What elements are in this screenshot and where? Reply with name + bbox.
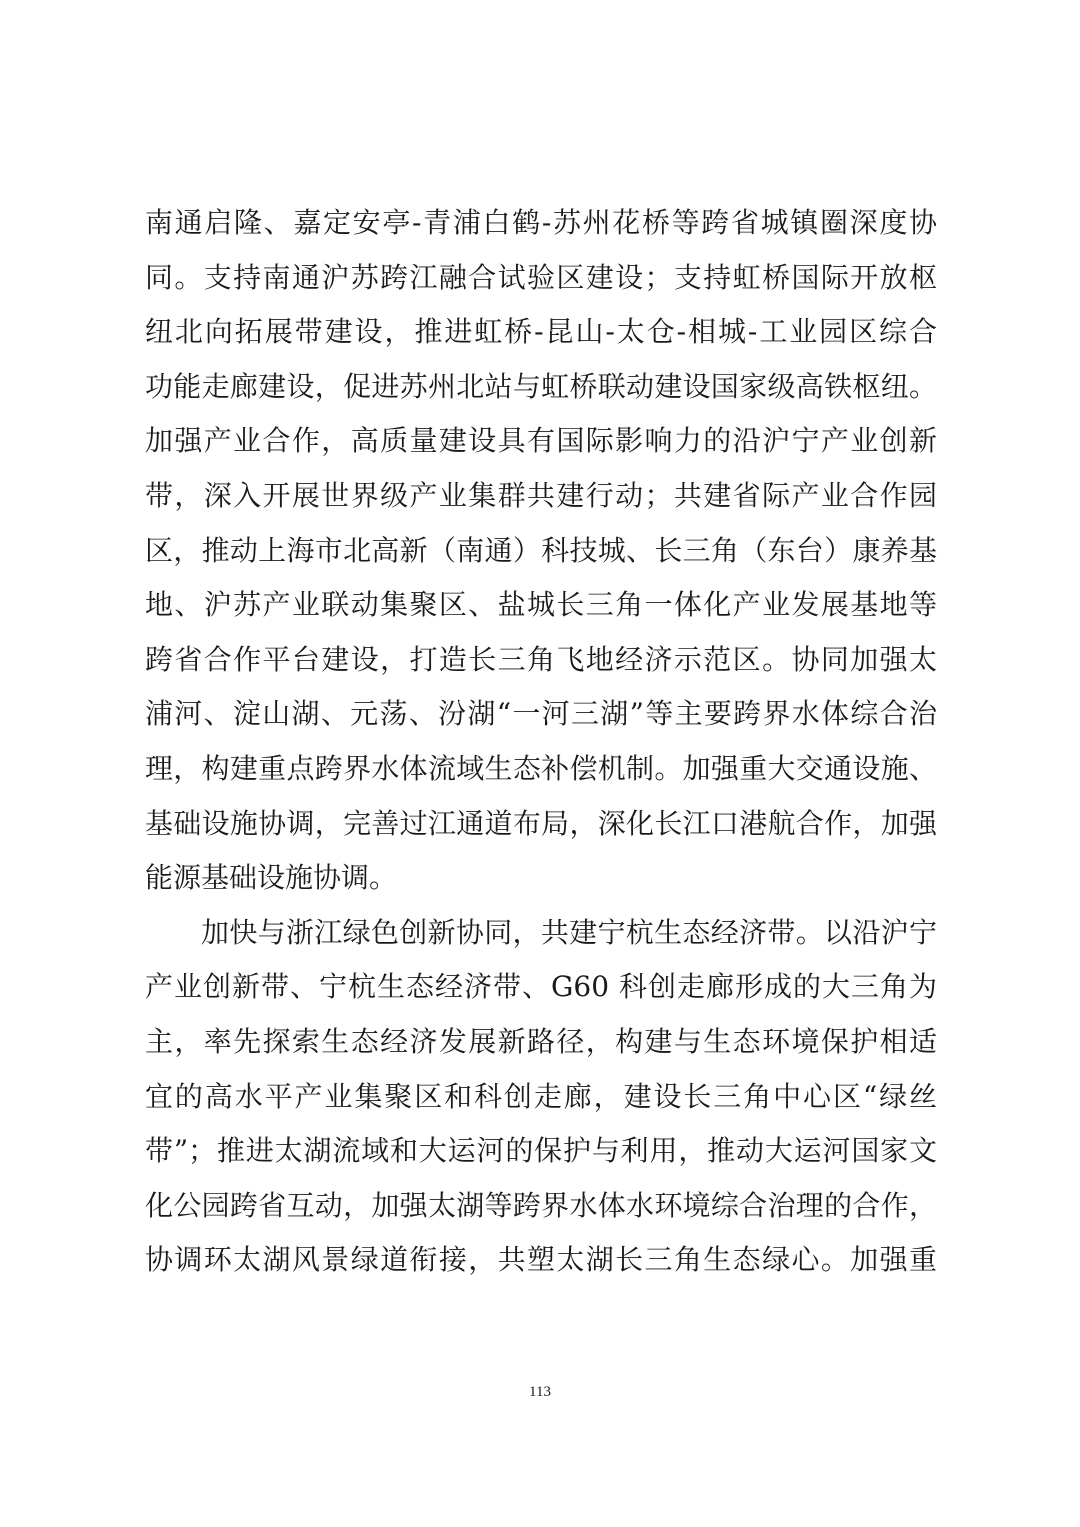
body-text <box>145 196 937 1288</box>
text-line: 加强产业合作，高质量建设具有国际影响力的沿沪宁产业创新 <box>145 424 937 458</box>
paragraph-2 <box>145 906 937 1288</box>
page-number: 113 <box>529 1384 551 1400</box>
text-line: 功能走廊建设，促进苏州北站与虹桥联动建设国家级高铁枢纽。 <box>145 369 937 403</box>
paragraph-1 <box>145 196 937 906</box>
text-line: 主，率先探索生态经济发展新路径，构建与生态环境保护相适 <box>145 1024 937 1058</box>
text-line: 理，构建重点跨界水体流域生态补偿机制。加强重大交通设施、 <box>145 751 937 785</box>
text-line: 同。支持南通沪苏跨江融合试验区建设；支持虹桥国际开放枢 <box>145 260 937 294</box>
text-line: 协调环太湖风景绿道衔接，共塑太湖长三角生态绿心。加强重 <box>145 1243 937 1277</box>
text-line: 带，深入开展世界级产业集群共建行动；共建省际产业合作园 <box>145 478 937 512</box>
text-line: 宜的高水平产业集聚区和科创走廊，建设长三角中心区“绿丝 <box>145 1079 937 1113</box>
text-line: 加快与浙江绿色创新协同，共建宁杭生态经济带。以沿沪宁 <box>201 915 937 949</box>
text-line: 产业创新带、宁杭生态经济带、G60 科创走廊形成的大三角为 <box>145 970 937 1004</box>
text-line: 能源基础设施协调。 <box>145 861 398 895</box>
text-line: 南通启隆、嘉定安亭-青浦白鹤-苏州花桥等跨省城镇圈深度协 <box>145 206 937 239</box>
text-line: 纽北向拓展带建设，推进虹桥-昆山-太仓-相城-工业园区综合 <box>145 315 937 349</box>
text-line: 基础设施协调，完善过江通道布局，深化长江口港航合作，加强 <box>145 806 937 840</box>
text-line: 带”；推进太湖流域和大运河的保护与利用，推动大运河国家文 <box>145 1134 937 1168</box>
text-line: 化公园跨省互动，加强太湖等跨界水体水环境综合治理的合作， <box>145 1188 937 1222</box>
text-line: 区，推动上海市北高新（南通）科技城、长三角（东台）康养基 <box>145 533 937 567</box>
text-line: 地、沪苏产业联动集聚区、盐城长三角一体化产业发展基地等 <box>145 588 937 622</box>
text-line: 浦河、淀山湖、元荡、汾湖“一河三湖”等主要跨界水体综合治 <box>145 697 937 731</box>
text-line: 跨省合作平台建设，打造长三角飞地经济示范区。协同加强太 <box>145 642 937 676</box>
